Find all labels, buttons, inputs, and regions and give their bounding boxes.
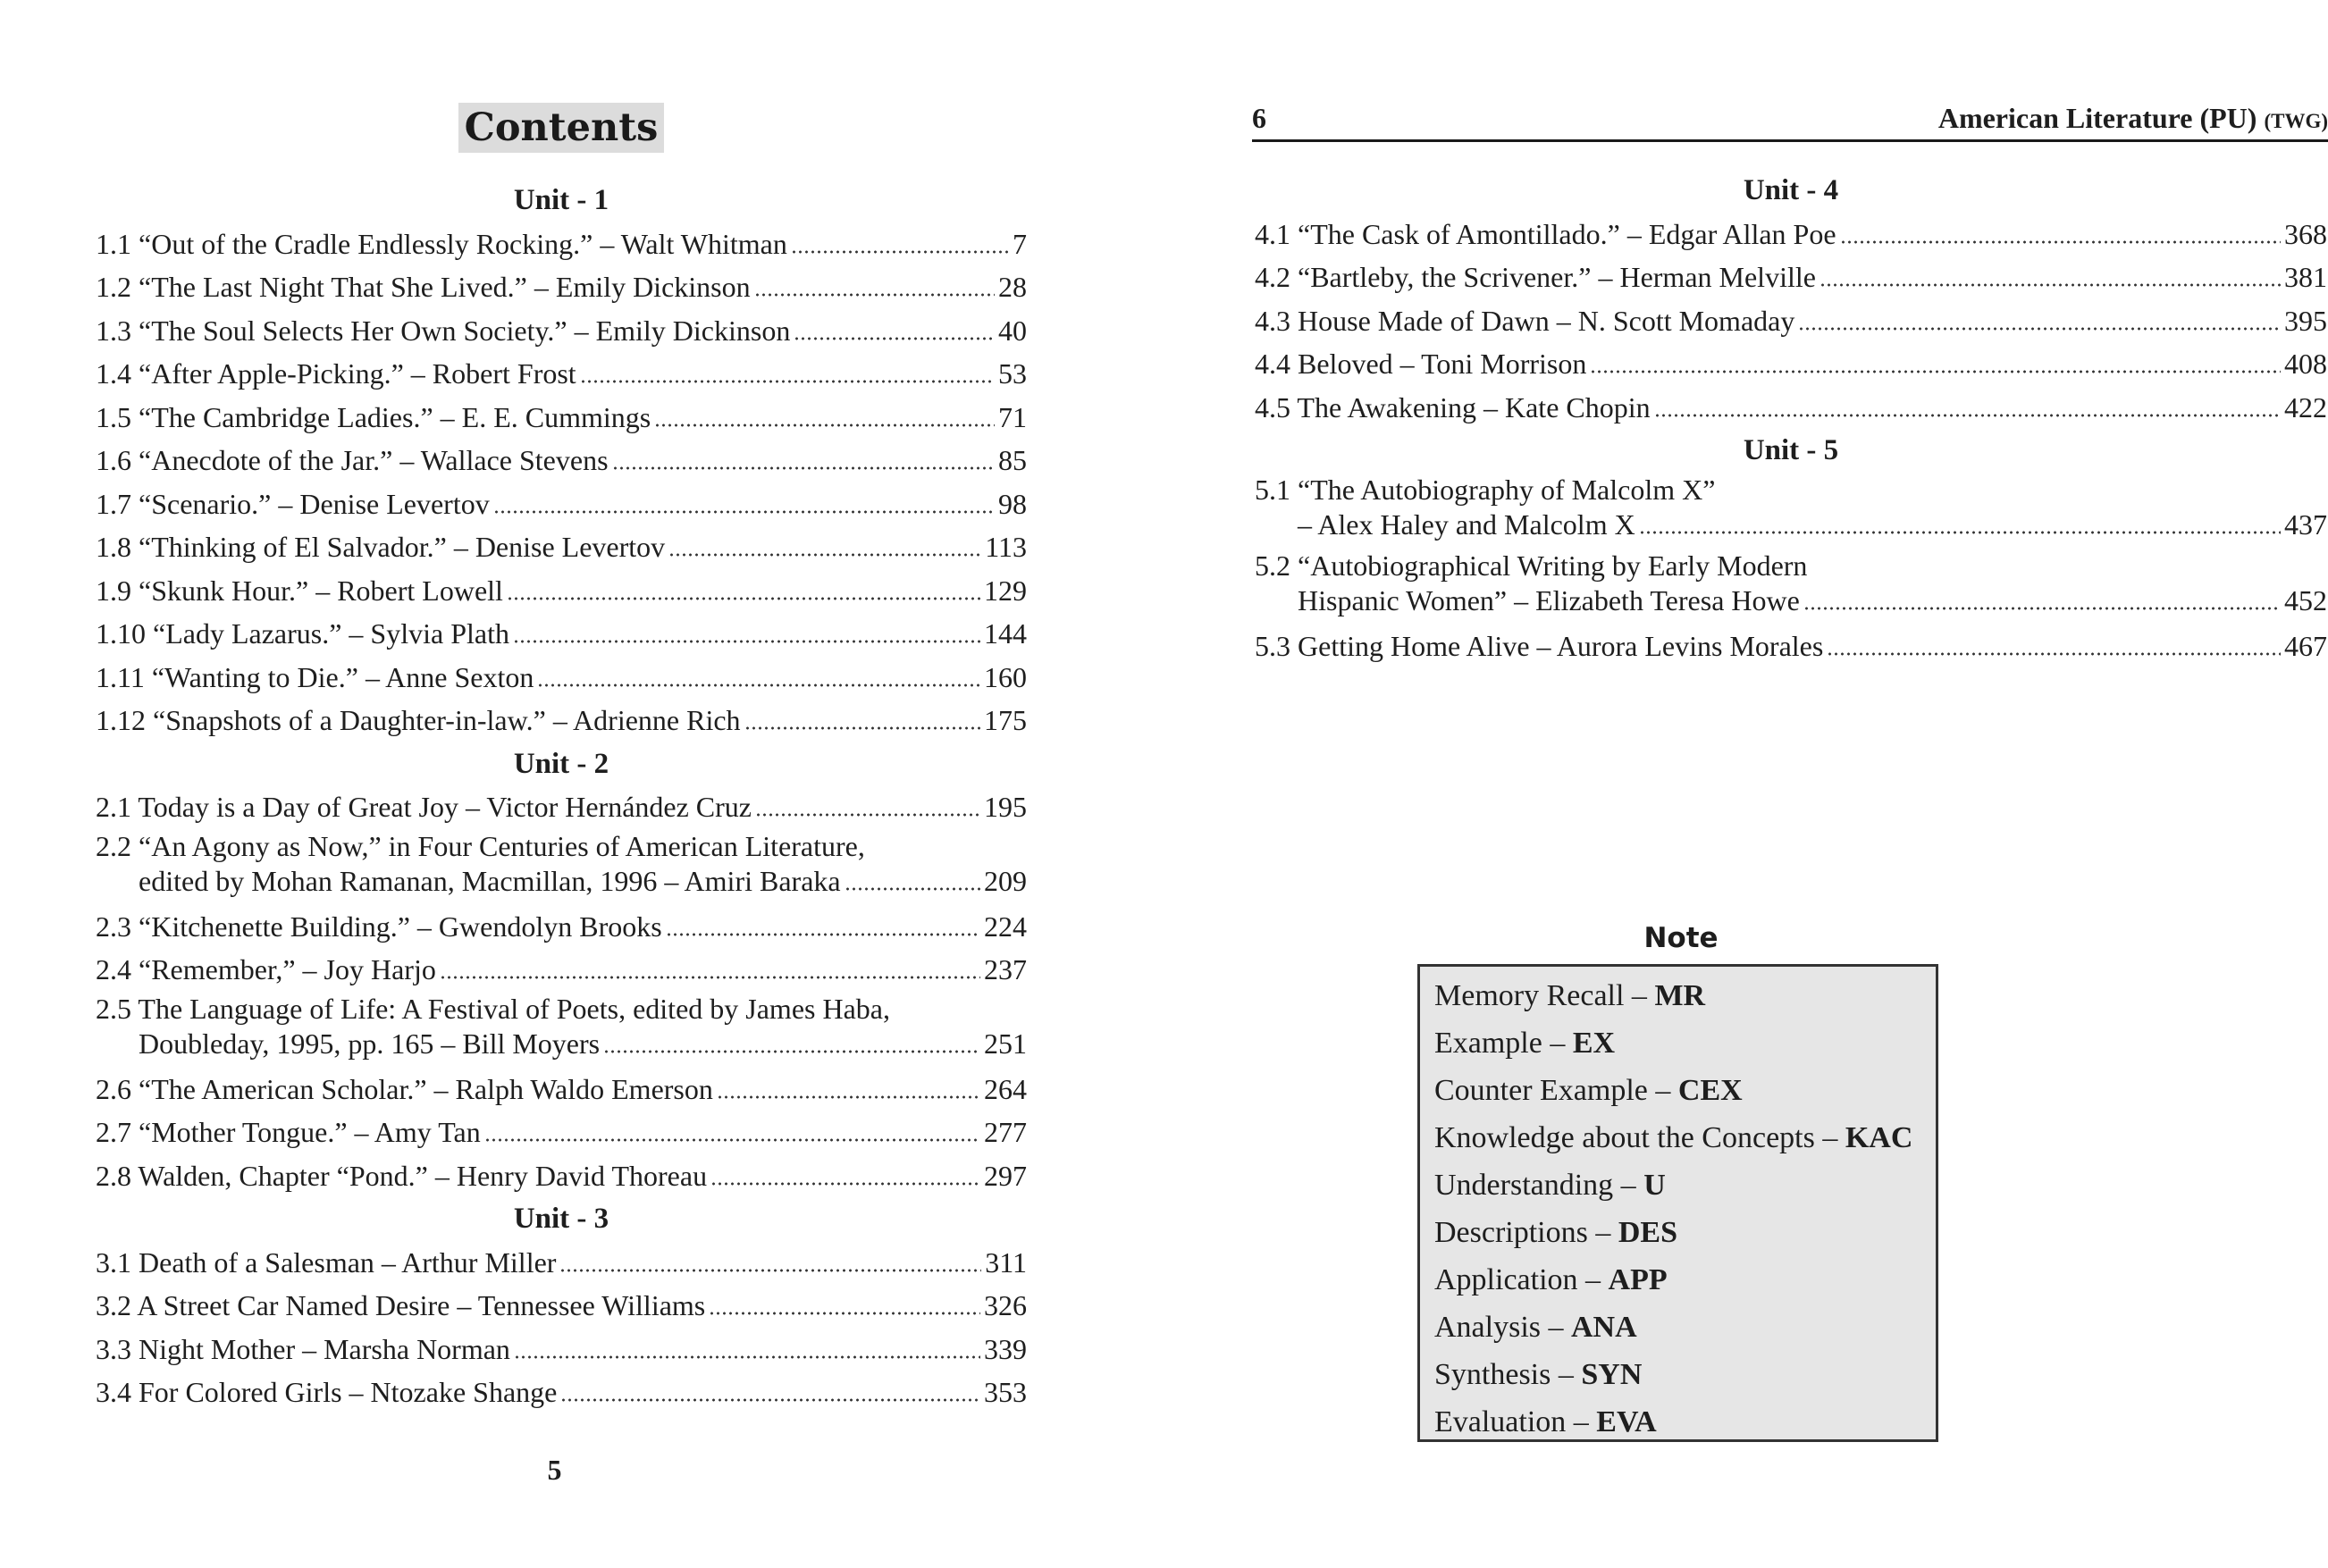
- toc-page-number: 175: [984, 704, 1027, 736]
- dot-leader: [513, 640, 980, 643]
- toc-entry: [1255, 473, 2327, 549]
- dot-leader: [559, 1269, 981, 1272]
- toc-entry-title: 1.5 “The Cambridge Ladies.” – E. E. Cummings: [96, 400, 651, 433]
- toc-entry: [1255, 625, 2327, 668]
- note-item-label: Counter Example –: [1434, 1074, 1678, 1107]
- toc-entry-title: 1.2 “The Last Night That She Lived.” – Emily Dickinson: [96, 271, 751, 303]
- toc-entry-line: [96, 439, 1027, 482]
- toc-page-number: 339: [984, 1332, 1027, 1365]
- toc-page-number: 264: [984, 1072, 1027, 1105]
- note-item-abbr: EVA: [1596, 1405, 1657, 1438]
- toc-entry-title: – Alex Haley and Malcolm X: [1298, 507, 1635, 541]
- toc-entry-title: edited by Mohan Ramanan, Macmillan, 1996 – Amiri Baraka: [139, 864, 841, 897]
- toc-entry-line: [96, 1111, 1027, 1154]
- toc-entry: [96, 1154, 1027, 1198]
- header-suffix: (TWG): [2264, 109, 2328, 132]
- dot-leader: [1803, 607, 2281, 610]
- dot-leader: [791, 250, 1009, 254]
- note-item-label: Example –: [1434, 1027, 1573, 1060]
- dot-leader: [744, 726, 980, 730]
- toc-page-number: 422: [2284, 390, 2327, 423]
- toc-page-number: 53: [998, 357, 1027, 390]
- toc-entry: [1255, 342, 2327, 386]
- dot-leader: [440, 976, 980, 979]
- toc-entry-title: 3.4 For Colored Girls – Ntozake Shange: [96, 1376, 558, 1408]
- toc-entry: [96, 309, 1027, 353]
- toc-page-number: 467: [2284, 629, 2327, 662]
- toc-entry-title: 1.8 “Thinking of El Salvador.” – Denise Levertov: [96, 531, 666, 563]
- toc-entry: [96, 948, 1027, 992]
- dot-leader: [560, 1398, 980, 1402]
- dot-leader: [666, 933, 980, 936]
- toc-entry-line: [96, 1027, 1027, 1061]
- toc-entry-line: [96, 1241, 1027, 1285]
- note-item: [1434, 1304, 1936, 1351]
- toc-page-number: 395: [2284, 304, 2327, 337]
- toc-entry: [96, 482, 1027, 526]
- toc-page-number: 353: [984, 1376, 1027, 1408]
- toc-entry-title: 2.8 Walden, Chapter “Pond.” – Henry David Thoreau: [96, 1159, 708, 1192]
- toc-entry-title: 2.7 “Mother Tongue.” – Amy Tan: [96, 1116, 481, 1148]
- toc-entry-line: [96, 352, 1027, 396]
- toc-entry-line: [1255, 583, 2327, 618]
- toc-entry-line: [96, 265, 1027, 309]
- header-book-title: [1938, 102, 2328, 135]
- toc-entry-title: 5.3 Getting Home Alive – Aurora Levins Morales: [1255, 629, 1824, 662]
- table-of-contents-left: [96, 179, 1027, 1414]
- toc-entry: [96, 992, 1027, 1068]
- note-item: [1434, 1067, 1936, 1114]
- note-item-abbr: MR: [1654, 979, 1706, 1012]
- toc-entry-line: [1255, 213, 2327, 256]
- note-box: [1417, 964, 1938, 1442]
- toc-entry-title: 1.12 “Snapshots of a Daughter-in-law.” – Adrienne Rich: [96, 704, 741, 736]
- toc-page-number: 209: [984, 864, 1027, 897]
- toc-entry: [96, 569, 1027, 613]
- toc-entry-line: [96, 948, 1027, 992]
- note-item-abbr: SYN: [1581, 1358, 1643, 1391]
- toc-entry-title: 2.6 “The American Scholar.” – Ralph Waldo Emerson: [96, 1072, 713, 1105]
- dot-leader: [1827, 652, 2281, 656]
- toc-entry: [96, 785, 1027, 829]
- note-item-label: Memory Recall –: [1434, 979, 1655, 1012]
- toc-entry: [96, 525, 1027, 569]
- dot-leader: [845, 887, 980, 891]
- toc-entry-title: Hispanic Women” – Elizabeth Teresa Howe: [1298, 583, 1800, 616]
- toc-entry: [96, 1111, 1027, 1154]
- toc-entry-title: 5.1 “The Autobiography of Malcolm X”: [1255, 473, 1716, 506]
- toc-entry-line: [96, 482, 1027, 526]
- toc-entry-title: 2.5 The Language of Life: A Festival of Poets, edited by James Haba,: [96, 992, 890, 1025]
- toc-entry-title: 2.3 “Kitchenette Building.” – Gwendolyn Brooks: [96, 910, 662, 943]
- header-page-number: 6: [1252, 101, 1266, 134]
- toc-entry: [1255, 299, 2327, 343]
- dot-leader: [603, 1050, 980, 1053]
- dot-leader: [755, 813, 980, 817]
- toc-entry-line: [1255, 256, 2327, 299]
- note-item-abbr: U: [1643, 1169, 1666, 1202]
- toc-entry: [96, 1241, 1027, 1285]
- toc-page-number: 195: [984, 791, 1027, 823]
- toc-entry-line: [96, 785, 1027, 829]
- toc-entry-title: 4.3 House Made of Dawn – N. Scott Momaday: [1255, 304, 1795, 337]
- toc-entry-title: 4.2 “Bartleby, the Scrivener.” – Herman Melville: [1255, 261, 1816, 293]
- note-item-abbr: EX: [1572, 1027, 1616, 1060]
- toc-entry-line: [96, 222, 1027, 266]
- dot-leader: [493, 510, 995, 514]
- toc-entry-line: [1255, 549, 2327, 583]
- toc-page-number: 28: [998, 271, 1027, 303]
- toc-entry: [96, 396, 1027, 440]
- toc-page-number: 437: [2284, 507, 2327, 541]
- toc-entry-title: 1.11 “Wanting to Die.” – Anne Sexton: [96, 660, 534, 693]
- toc-page-number: 251: [984, 1027, 1027, 1060]
- note-item-abbr: KAC: [1845, 1121, 1913, 1154]
- toc-page-number: 408: [2284, 348, 2327, 380]
- toc-entry-title: 3.3 Night Mother – Marsha Norman: [96, 1332, 510, 1365]
- dot-leader: [514, 1355, 980, 1359]
- toc-entry-line: [96, 1328, 1027, 1371]
- toc-entry-line: [96, 525, 1027, 569]
- toc-page-number: 71: [998, 400, 1027, 433]
- toc-entry-line: [96, 992, 1027, 1027]
- note-item-label: Descriptions –: [1434, 1216, 1618, 1249]
- toc-entry-title: 1.4 “After Apple-Picking.” – Robert Frost: [96, 357, 576, 390]
- dot-leader: [794, 337, 995, 340]
- dot-leader: [484, 1138, 980, 1142]
- dot-leader: [612, 466, 995, 470]
- toc-page-number: 368: [2284, 217, 2327, 250]
- toc-entry: [96, 439, 1027, 482]
- toc-page-number: 297: [984, 1159, 1027, 1192]
- toc-entry-title: 4.5 The Awakening – Kate Chopin: [1255, 390, 1651, 423]
- toc-entry-line: [1255, 342, 2327, 386]
- toc-entry: [1255, 213, 2327, 256]
- toc-entry-line: [96, 569, 1027, 613]
- dot-leader: [654, 423, 995, 427]
- toc-page-number: 98: [998, 487, 1027, 520]
- note-item: [1434, 1019, 1936, 1067]
- toc-page-number: 224: [984, 910, 1027, 943]
- note-item-abbr: DES: [1618, 1216, 1677, 1249]
- toc-entry-line: [96, 905, 1027, 949]
- toc-page-number: 277: [984, 1116, 1027, 1148]
- toc-entry-line: [96, 1068, 1027, 1111]
- running-header: [1252, 96, 2328, 142]
- toc-entry-line: [96, 656, 1027, 700]
- toc-entry: [96, 1068, 1027, 1111]
- note-item-label: Knowledge about the Concepts –: [1434, 1121, 1845, 1154]
- toc-page-number: 40: [998, 314, 1027, 347]
- table-of-contents-right: [1255, 169, 2327, 667]
- toc-page-number: 311: [985, 1245, 1027, 1279]
- toc-entry-line: [96, 829, 1027, 864]
- toc-entry-line: [96, 1284, 1027, 1328]
- toc-page-number: 113: [985, 531, 1027, 563]
- header-title-text: American Literature (PU): [1937, 101, 2257, 134]
- toc-entry-line: [96, 864, 1027, 899]
- note-item-abbr: APP: [1608, 1263, 1668, 1296]
- unit-heading: Unit - 3: [513, 1203, 609, 1235]
- note-item: [1434, 1209, 1936, 1256]
- unit-heading: Unit - 1: [513, 184, 609, 216]
- note-item-label: Analysis –: [1434, 1311, 1571, 1344]
- toc-entry: [96, 1371, 1027, 1414]
- dot-leader: [754, 293, 995, 297]
- note-item-label: Understanding –: [1434, 1169, 1644, 1202]
- toc-entry: [96, 699, 1027, 742]
- left-page: [0, 0, 1109, 1568]
- note-title: Note: [1643, 922, 1719, 954]
- note-item-abbr: CEX: [1677, 1074, 1743, 1107]
- toc-entry: [96, 1328, 1027, 1371]
- contents-title: Contents: [458, 103, 664, 153]
- toc-entry-title: 3.1 Death of a Salesman – Arthur Miller: [96, 1245, 557, 1279]
- toc-entry: [1255, 549, 2327, 625]
- toc-entry: [96, 1284, 1027, 1328]
- toc-entry-title: Doubleday, 1995, pp. 165 – Bill Moyers: [139, 1027, 601, 1060]
- toc-page-number: 144: [984, 617, 1027, 650]
- toc-entry-title: 1.6 “Anecdote of the Jar.” – Wallace Stevens: [96, 444, 609, 476]
- dot-leader: [709, 1312, 980, 1315]
- toc-entry-line: [96, 396, 1027, 440]
- toc-page-number: 452: [2284, 583, 2327, 616]
- unit-heading: Unit - 4: [1743, 174, 1839, 206]
- toc-entry: [96, 829, 1027, 905]
- dot-leader: [710, 1182, 980, 1186]
- dot-leader: [507, 597, 980, 600]
- toc-entry-line: [96, 699, 1027, 742]
- toc-entry-line: [1255, 386, 2327, 430]
- toc-entry-line: [1255, 507, 2327, 542]
- note-item-abbr: ANA: [1571, 1311, 1637, 1344]
- dot-leader: [1639, 531, 2281, 534]
- toc-page-number: 129: [984, 574, 1027, 607]
- dot-leader: [717, 1095, 980, 1099]
- note-item: [1434, 1351, 1936, 1398]
- toc-entry-title: 2.1 Today is a Day of Great Joy – Victor Hernández Cruz: [96, 791, 752, 823]
- toc-entry-title: 1.1 “Out of the Cradle Endlessly Rocking.” – Walt Whitman: [96, 227, 787, 260]
- page-number-left: 5: [547, 1454, 562, 1486]
- toc-entry-line: [96, 309, 1027, 353]
- dot-leader: [580, 380, 995, 383]
- note-item: [1434, 1114, 1936, 1161]
- toc-entry: [1255, 386, 2327, 430]
- toc-page-number: 381: [2284, 261, 2327, 293]
- toc-page-number: 160: [984, 660, 1027, 693]
- dot-leader: [1654, 414, 2281, 417]
- unit-heading: Unit - 2: [513, 747, 609, 780]
- toc-entry-line: [96, 1371, 1027, 1414]
- toc-entry-title: 1.3 “The Soul Selects Her Own Society.” – Emily Dickinson: [96, 314, 791, 347]
- toc-entry-line: [96, 1154, 1027, 1198]
- note-item-label: Synthesis –: [1434, 1358, 1582, 1391]
- dot-leader: [1820, 283, 2281, 287]
- toc-entry: [1255, 256, 2327, 299]
- dot-leader: [1798, 327, 2281, 331]
- toc-entry: [96, 905, 1027, 949]
- dot-leader: [668, 553, 981, 557]
- note-item: [1434, 1398, 1936, 1446]
- toc-entry-title: 1.7 “Scenario.” – Denise Levertov: [96, 487, 490, 520]
- toc-entry-title: 4.4 Beloved – Toni Morrison: [1255, 348, 1587, 380]
- toc-entry-title: 1.9 “Skunk Hour.” – Robert Lowell: [96, 574, 503, 607]
- toc-page-number: 237: [984, 953, 1027, 985]
- note-item: [1434, 1256, 1936, 1304]
- toc-entry-title: 2.4 “Remember,” – Joy Harjo: [96, 953, 436, 985]
- toc-entry: [96, 222, 1027, 266]
- toc-entry-title: 3.2 A Street Car Named Desire – Tennessee Williams: [96, 1289, 706, 1321]
- toc-page-number: 7: [1013, 227, 1027, 260]
- toc-entry-title: 1.10 “Lady Lazarus.” – Sylvia Plath: [96, 617, 509, 650]
- toc-entry-line: [1255, 625, 2327, 668]
- dot-leader: [1590, 370, 2281, 373]
- toc-entry: [96, 265, 1027, 309]
- unit-heading: Unit - 5: [1743, 434, 1839, 466]
- note-item: [1434, 972, 1936, 1019]
- toc-entry: [96, 612, 1027, 656]
- dot-leader: [537, 683, 980, 687]
- toc-entry-title: 5.2 “Autobiographical Writing by Early Modern: [1255, 549, 1808, 582]
- toc-entry: [96, 656, 1027, 700]
- note-item-label: Evaluation –: [1434, 1405, 1597, 1438]
- note-item: [1434, 1161, 1936, 1209]
- toc-entry-title: 2.2 “An Agony as Now,” in Four Centuries of American Literature,: [96, 829, 865, 862]
- dot-leader: [1840, 240, 2281, 244]
- toc-entry-line: [96, 612, 1027, 656]
- toc-entry-line: [1255, 473, 2327, 507]
- toc-entry-line: [1255, 299, 2327, 343]
- toc-entry: [96, 352, 1027, 396]
- toc-entry-title: 4.1 “The Cask of Amontillado.” – Edgar Allan Poe: [1255, 217, 1836, 250]
- toc-page-number: 85: [998, 444, 1027, 476]
- toc-page-number: 326: [984, 1289, 1027, 1321]
- note-item-label: Application –: [1434, 1263, 1609, 1296]
